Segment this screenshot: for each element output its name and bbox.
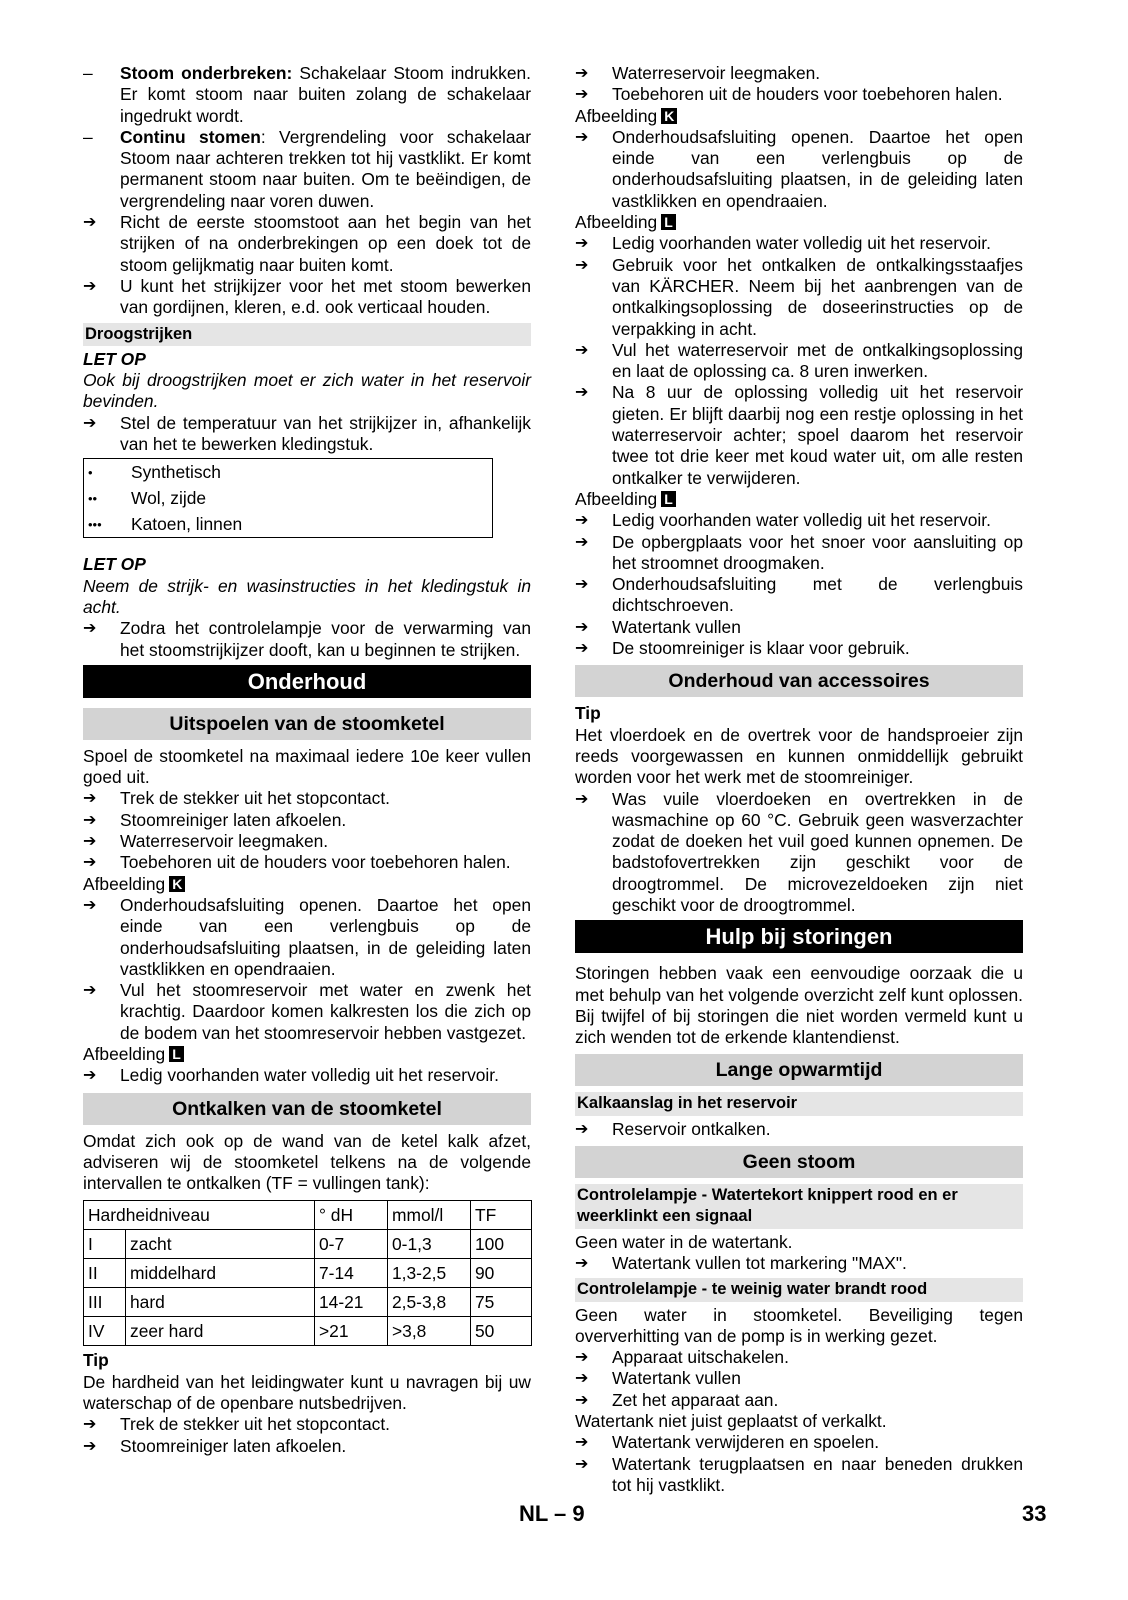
step-item bbox=[575, 127, 1023, 212]
step-item bbox=[575, 617, 1023, 638]
table-cell: IV bbox=[84, 1317, 126, 1346]
arrow-icon: ➔ bbox=[575, 128, 589, 146]
table-row bbox=[84, 1317, 532, 1346]
step-item bbox=[575, 63, 1023, 84]
table-cell: zacht bbox=[126, 1230, 315, 1259]
arrow-icon: ➔ bbox=[83, 620, 97, 638]
subheading: Droogstrijken bbox=[83, 323, 531, 346]
arrow-icon: ➔ bbox=[83, 1416, 97, 1434]
step-item bbox=[575, 233, 1023, 254]
section-heading: Ontkalken van de stoomketel bbox=[83, 1093, 531, 1125]
column-header: mmol/l bbox=[388, 1201, 471, 1230]
arrow-icon: ➔ bbox=[575, 1370, 589, 1388]
figure-badge: L bbox=[169, 1046, 184, 1062]
step-item bbox=[575, 638, 1023, 659]
paragraph: Omdat zich ook op de wand van de ketel kalk afzet, adviseren wij de stoomketel telkens na de volgende intervallen te ontkalken (TF = vullingen tank): bbox=[83, 1130, 531, 1194]
dot-symbol: ••• bbox=[88, 516, 102, 532]
table-row bbox=[84, 485, 493, 511]
step-text: De stoomreiniger is klaar voor gebruik. bbox=[612, 638, 910, 659]
table-row bbox=[84, 1288, 532, 1317]
table-cell: 0-7 bbox=[315, 1230, 388, 1259]
step-item bbox=[83, 810, 531, 831]
figure-ref bbox=[575, 489, 1023, 510]
table-row bbox=[84, 1230, 532, 1259]
step-item bbox=[83, 1436, 531, 1457]
right-column bbox=[575, 63, 1023, 1496]
arrow-icon: ➔ bbox=[83, 1437, 97, 1455]
step-text: Zodra het controlelampje voor de verwarming van het stoomstrijkijzer dooft, kan u beginnen te strijken. bbox=[120, 618, 531, 660]
arrow-icon: ➔ bbox=[575, 1391, 589, 1409]
figure-ref bbox=[83, 874, 531, 895]
table-cell: middelhard bbox=[126, 1259, 315, 1288]
arrow-icon: ➔ bbox=[575, 65, 589, 82]
tip-title: Tip bbox=[83, 1350, 109, 1371]
step-text: Trek de stekker uit het stopcontact. bbox=[120, 788, 391, 809]
step-text: Reservoir ontkalken. bbox=[612, 1118, 771, 1139]
section-heading: Geen stoom bbox=[575, 1146, 1023, 1178]
table-row bbox=[84, 459, 493, 486]
column-header: ° dH bbox=[315, 1201, 388, 1230]
figure-label: Afbeelding bbox=[575, 105, 658, 126]
step-text: Ledig voorhanden water volledig uit het reservoir. bbox=[612, 233, 991, 254]
dash-item bbox=[83, 63, 531, 127]
column-header: TF bbox=[471, 1201, 532, 1230]
table-row bbox=[84, 511, 493, 538]
dash-item bbox=[83, 127, 531, 212]
notice-text: Ook bij droogstrijken moet er zich water in het reservoir bevinden. bbox=[83, 370, 531, 412]
arrow-icon: ➔ bbox=[83, 982, 97, 1000]
arrow-icon: ➔ bbox=[83, 214, 97, 232]
temperature-table bbox=[83, 458, 493, 538]
paragraph: Geen water in stoomketel. Beveiliging tegen oververhitting van de pomp is in werking gezet. bbox=[575, 1304, 1023, 1346]
arrow-icon: ➔ bbox=[575, 256, 589, 274]
step-item bbox=[575, 510, 1023, 531]
hardness-table bbox=[83, 1200, 532, 1346]
arrow-icon: ➔ bbox=[83, 811, 97, 829]
step-item bbox=[83, 212, 531, 276]
step-text: Onderhoudsafsluiting openen. Daartoe het open einde van een verlengbuis op de onderhoudsafsluiting plaatsen, in de geleiding laten vastklikken en opendraaien. bbox=[120, 894, 531, 979]
step-text: Vul het waterreservoir met de ontkalkingsoplossing en laat de oplossing ca. 8 uren inwerken. bbox=[612, 339, 1023, 382]
step-item bbox=[575, 1119, 1023, 1140]
figure-ref bbox=[83, 1044, 531, 1065]
arrow-icon: ➔ bbox=[575, 1434, 589, 1452]
section-heading: Onderhoud van accessoires bbox=[575, 665, 1023, 697]
notice-title: LET OP bbox=[83, 348, 146, 369]
step-item bbox=[575, 532, 1023, 575]
step-item bbox=[575, 1253, 1023, 1274]
arrow-icon: ➔ bbox=[575, 384, 589, 402]
table-cell: 100 bbox=[471, 1230, 532, 1259]
section-heading: Lange opwarmtijd bbox=[575, 1054, 1023, 1086]
table-cell: 1,3-2,5 bbox=[388, 1259, 471, 1288]
step-item bbox=[83, 980, 531, 1044]
step-text: Na 8 uur de oplossing volledig uit het reservoir gieten. Er blijft daarbij nog een restje oplossing in het waterreservoir achter; spoel daarom het reservoir twee tot drie keer met koud water uit, om alle resten ontkalker te verwijderen. bbox=[612, 382, 1023, 488]
table-cell: 0-1,3 bbox=[388, 1230, 471, 1259]
step-text: Watertank vullen bbox=[612, 1368, 741, 1389]
item-bold: Stoom onderbreken: bbox=[120, 63, 293, 83]
arrow-icon: ➔ bbox=[83, 1067, 97, 1085]
dot-symbol: • bbox=[88, 464, 93, 480]
fabric-label: Synthetisch bbox=[131, 461, 221, 482]
tip-title: Tip bbox=[575, 703, 601, 724]
paragraph: Geen water in de watertank. bbox=[575, 1231, 793, 1252]
arrow-icon: ➔ bbox=[575, 512, 589, 530]
table-cell: >3,8 bbox=[388, 1317, 471, 1346]
step-item bbox=[83, 895, 531, 980]
step-item bbox=[575, 1347, 1023, 1368]
step-item bbox=[575, 84, 1023, 105]
step-text: Watertank verwijderen en spoelen. bbox=[612, 1432, 880, 1453]
step-text: Waterreservoir leegmaken. bbox=[612, 63, 821, 83]
arrow-icon: ➔ bbox=[575, 1254, 589, 1272]
section-title-onderhoud: Onderhoud bbox=[83, 665, 531, 698]
paragraph: Spoel de stoomketel na maximaal iedere 10e keer vullen goed uit. bbox=[83, 745, 531, 788]
fabric-label: Wol, zijde bbox=[131, 487, 207, 508]
step-text: Richt de eerste stoomstoot aan het begin van het strijken of na onderbrekingen op een doek tot de stoom gelijkmatig naar buiten komt. bbox=[120, 212, 531, 275]
step-text: Toebehoren uit de houders voor toebehoren halen. bbox=[612, 84, 1003, 105]
dash-glyph: – bbox=[83, 63, 93, 83]
step-text: Stoomreiniger laten afkoelen. bbox=[120, 1435, 347, 1456]
arrow-icon: ➔ bbox=[83, 833, 97, 851]
figure-label: Afbeelding bbox=[575, 488, 658, 509]
table-cell: I bbox=[84, 1230, 126, 1259]
step-item bbox=[575, 789, 1023, 917]
notice-text: Neem de strijk- en wasinstructies in het kledingstuk in acht. bbox=[83, 575, 531, 617]
step-item bbox=[575, 1432, 1023, 1453]
step-item bbox=[575, 1390, 1023, 1411]
step-item bbox=[575, 255, 1023, 340]
arrow-icon: ➔ bbox=[575, 533, 589, 551]
item-bold: Continu stomen bbox=[120, 126, 261, 147]
paragraph: Storingen hebben vaak een eenvoudige oorzaak die u met behulp van het volgende overzicht zelf kunt oplossen. Bij twijfel of bij storingen die niet worden vermeld kunt u zich wenden tot de erkende klantendienst. bbox=[575, 963, 1023, 1048]
step-text: Onderhoudsafsluiting openen. Daartoe het open einde van een verlengbuis op de onderhoudsafsluiting plaatsen, in de geleiding laten vastklikken en opendraaien. bbox=[612, 126, 1023, 211]
step-item bbox=[575, 1368, 1023, 1389]
arrow-icon: ➔ bbox=[575, 576, 589, 594]
step-text: U kunt het strijkijzer voor het met stoom bewerken van gordijnen, kleren, e.d. ook verticaal houden. bbox=[120, 275, 531, 318]
figure-badge: L bbox=[661, 491, 676, 507]
step-item bbox=[575, 574, 1023, 617]
figure-badge: K bbox=[169, 876, 185, 892]
table-cell: 2,5-3,8 bbox=[388, 1288, 471, 1317]
table-header-row bbox=[84, 1201, 532, 1230]
column-header: Hardheidniveau bbox=[84, 1201, 315, 1230]
step-item bbox=[83, 276, 531, 319]
figure-label: Afbeelding bbox=[83, 1043, 166, 1064]
step-text: Ledig voorhanden water volledig uit het reservoir. bbox=[120, 1065, 499, 1086]
step-item bbox=[83, 831, 531, 852]
figure-ref bbox=[575, 106, 1023, 127]
dash-glyph: – bbox=[83, 126, 93, 147]
arrow-icon: ➔ bbox=[575, 618, 589, 636]
step-text: Waterreservoir leegmaken. bbox=[120, 831, 329, 852]
step-item bbox=[83, 788, 531, 809]
dot-symbol: •• bbox=[88, 490, 98, 506]
item-text: Schakelaar Stoom indrukken. Er komt stoom naar buiten zolang de schakelaar ingedrukt wordt. bbox=[120, 63, 531, 126]
table-row bbox=[84, 1259, 532, 1288]
step-text: Was vuile vloerdoeken en overtrekken in de wasmachine op 60 °C. Gebruik geen wasverzachter zodat de doeken het vuil goed kunnen opnemen. De badstofovertrekken zijn geschikt voor de droogtrommel. De microvezeldoeken zijn niet geschikt voor de droogtrommel. bbox=[612, 788, 1023, 915]
notice-title: LET OP bbox=[83, 554, 146, 575]
subheading: Controlelampje - te weinig water brandt rood bbox=[575, 1278, 1023, 1301]
figure-label: Afbeelding bbox=[575, 212, 658, 233]
step-text: Watertank vullen bbox=[612, 616, 741, 637]
arrow-icon: ➔ bbox=[83, 277, 97, 295]
figure-ref bbox=[575, 212, 1023, 233]
step-text: Apparaat uitschakelen. bbox=[612, 1347, 789, 1368]
section-title-hulp: Hulp bij storingen bbox=[575, 920, 1023, 953]
step-item bbox=[83, 1065, 531, 1086]
paragraph: Watertank niet juist geplaatst of verkalkt. bbox=[575, 1411, 887, 1432]
step-item bbox=[575, 340, 1023, 383]
subheading: Controlelampje - Watertekort knippert rood en er weerklinkt een signaal bbox=[575, 1184, 1023, 1229]
arrow-icon: ➔ bbox=[575, 790, 589, 808]
footer-language-page: NL – 9 bbox=[519, 1501, 585, 1526]
step-text: Trek de stekker uit het stopcontact. bbox=[120, 1414, 391, 1435]
footer-page-number: 33 bbox=[1022, 1501, 1047, 1526]
arrow-icon: ➔ bbox=[575, 235, 589, 253]
arrow-icon: ➔ bbox=[575, 1455, 589, 1473]
step-item bbox=[83, 413, 531, 456]
step-item bbox=[83, 1414, 531, 1435]
arrow-icon: ➔ bbox=[575, 1349, 589, 1367]
step-text: De opbergplaats voor het snoer voor aansluiting op het stroomnet droogmaken. bbox=[612, 531, 1023, 573]
arrow-icon: ➔ bbox=[83, 414, 97, 432]
section-heading: Uitspoelen van de stoomketel bbox=[83, 708, 531, 740]
tip-text: De hardheid van het leidingwater kunt u navragen bij uw waterschap of de openbare nutsbedrijven. bbox=[83, 1371, 531, 1414]
table-cell: zeer hard bbox=[126, 1317, 315, 1346]
arrow-icon: ➔ bbox=[575, 640, 589, 658]
subheading: Kalkaanslag in het reservoir bbox=[575, 1092, 1023, 1115]
table-cell: 50 bbox=[471, 1317, 532, 1346]
step-text: Watertank vullen tot markering "MAX". bbox=[612, 1252, 907, 1273]
left-column bbox=[83, 63, 531, 1457]
table-cell: >21 bbox=[315, 1317, 388, 1346]
step-item bbox=[83, 852, 531, 873]
table-cell: 75 bbox=[471, 1288, 532, 1317]
table-cell: 90 bbox=[471, 1259, 532, 1288]
arrow-icon: ➔ bbox=[83, 790, 97, 808]
step-text: Vul het stoomreservoir met water en zwenk het krachtig. Daardoor komen kalkresten los die zich op de bodem van het stoomreservoir hebben vastgezet. bbox=[120, 980, 531, 1043]
tip-text: Het vloerdoek en de overtrek voor de handsproeier zijn reeds voorgewassen en kunnen onmiddellijk gebruikt worden voor het werk met de stoomreiniger. bbox=[575, 724, 1023, 788]
figure-label: Afbeelding bbox=[83, 873, 166, 894]
arrow-icon: ➔ bbox=[575, 341, 589, 359]
step-text: Stoomreiniger laten afkoelen. bbox=[120, 809, 347, 830]
figure-badge: L bbox=[661, 214, 676, 230]
arrow-icon: ➔ bbox=[575, 1120, 589, 1138]
item-text: : Vergrendeling voor schakelaar Stoom naar achteren trekken tot hij vastklikt. Er komt permanent stoom naar buiten. Om te beëindigen, de vergrendeling naar voren duwen. bbox=[120, 126, 531, 211]
arrow-icon: ➔ bbox=[83, 854, 97, 872]
table-cell: 7-14 bbox=[315, 1259, 388, 1288]
step-text: Zet het apparaat aan. bbox=[612, 1389, 779, 1410]
table-cell: hard bbox=[126, 1288, 315, 1317]
fabric-label: Katoen, linnen bbox=[131, 513, 243, 534]
step-text: Toebehoren uit de houders voor toebehoren halen. bbox=[120, 852, 511, 873]
step-item bbox=[575, 382, 1023, 488]
table-cell: II bbox=[84, 1259, 126, 1288]
table-cell: III bbox=[84, 1288, 126, 1317]
step-text: Watertank terugplaatsen en naar beneden drukken tot hij vastklikt. bbox=[612, 1453, 1023, 1495]
step-text: Stel de temperatuur van het strijkijzer in, afhankelijk van het te bewerken kledingstuk. bbox=[120, 412, 531, 455]
step-item bbox=[575, 1454, 1023, 1497]
figure-badge: K bbox=[661, 108, 677, 124]
arrow-icon: ➔ bbox=[83, 896, 97, 914]
step-text: Gebruik voor het ontkalken de ontkalkingsstaafjes van KÄRCHER. Neem bij het aanbrengen van de ontkalkingsoplossing de doseerinstructies op de verpakking in acht. bbox=[612, 254, 1023, 339]
arrow-icon: ➔ bbox=[575, 86, 589, 104]
table-cell: 14-21 bbox=[315, 1288, 388, 1317]
step-item bbox=[83, 618, 531, 661]
step-text: Ledig voorhanden water volledig uit het reservoir. bbox=[612, 510, 991, 531]
step-text: Onderhoudsafsluiting met de verlengbuis dichtschroeven. bbox=[612, 574, 1023, 616]
